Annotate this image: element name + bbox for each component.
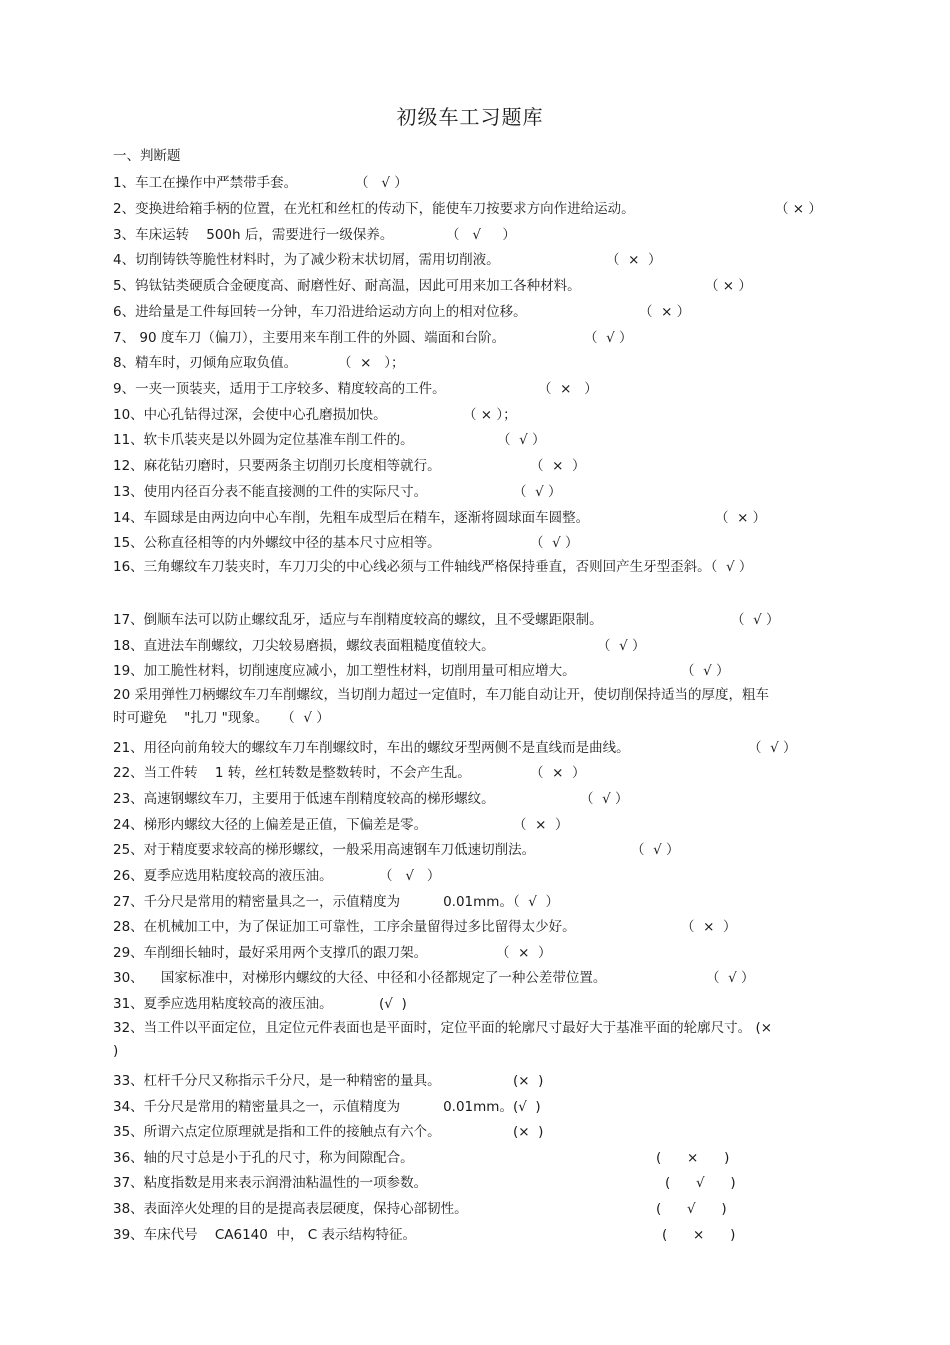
question-item: 2、变换进给箱手柄的位置，在光杠和丝杠的传动下，能使车刀按要求方向作进给运动。 （ × ）: [113, 201, 822, 217]
question-item: 19、加工脆性材料，切削速度应减小，加工塑性材料，切削用量可相应增大。 （ √ ）: [113, 663, 730, 679]
question-item: 5、钨钛钴类硬质合金硬度高、耐磨性好、耐高温，因此可用来加工各种材料。 （ × ）: [113, 278, 752, 294]
question-item: 6、进给量是工件每回转一分钟，车刀沿进给运动方向上的相对位移。 （ × ）: [113, 304, 691, 320]
question-item: 20 采用弹性刀柄螺纹车刀车削螺纹，当切削力超过一定值时，车刀能自动让开，使切削保持适当的厚度，粗车时可避免 "扎刀 "现象。 （ √ ）: [113, 687, 769, 726]
section-heading: 一、判断题: [113, 148, 181, 164]
question-item: 37、粘度指数是用来表示润滑油粘温性的一项参数。 ( √ ): [113, 1175, 736, 1191]
question-item: 25、对于精度要求较高的梯形螺纹，一般采用高速钢车刀低速切削法。 （ √ ）: [113, 842, 680, 858]
question-item: 9、一夹一顶装夹，适用于工序较多、精度较高的工件。 （ × ）: [113, 381, 598, 397]
question-item: 23、高速钢螺纹车刀，主要用于低速车削精度较高的梯形螺纹。 （ √ ）: [113, 791, 629, 807]
question-item: 24、梯形内螺纹大径的上偏差是正值，下偏差是零。 （ × ）: [113, 817, 569, 833]
question-item: 16、三角螺纹车刀装夹时，车刀刀尖的中心线必须与工件轴线严格保持垂直，否则回产生牙型歪斜。（ √ ）: [113, 559, 753, 575]
question-item: 7、 90 度车刀（偏刀），主要用来车削工件的外圆、端面和台阶。 （ √ ）: [113, 330, 633, 346]
question-item: 33、杠杆千分尺又称指示千分尺，是一种精密的量具。 (× ): [113, 1073, 544, 1089]
question-item: 11、软卡爪装夹是以外圆为定位基准车削工件的。 （ √ ）: [113, 432, 546, 448]
question-item: 13、使用内径百分表不能直接测的工件的实际尺寸。 （ √ ）: [113, 484, 562, 500]
question-item: 36、轴的尺寸总是小于孔的尺寸，称为间隙配合。 ( × ): [113, 1150, 730, 1166]
question-item: 10、中心孔钻得过深，会使中心孔磨损加快。 （ × ）；: [113, 407, 517, 423]
question-item: 26、夏季应选用粘度较高的液压油。 （ √ ）: [113, 868, 441, 884]
question-item: 15、公称直径相等的内外螺纹中径的基本尺寸应相等。 （ √ ）: [113, 535, 579, 551]
question-item: 28、在机械加工中，为了保证加工可靠性，工序余量留得过多比留得太少好。 （ × ）: [113, 919, 737, 935]
question-item: 39、车床代号 CA6140 中， C 表示结构特征。 ( × ): [113, 1227, 736, 1243]
question-item: 30、 国家标准中，对梯形内螺纹的大径、中径和小径都规定了一种公差带位置。 （ √ ）: [113, 970, 755, 986]
question-item: 14、车圆球是由两边向中心车削，先粗车成型后在精车，逐渐将圆球面车圆整。 （ × ）: [113, 510, 767, 526]
question-item: 35、所谓六点定位原理就是指和工件的接触点有六个。 (× ): [113, 1124, 544, 1140]
question-item: 4、切削铸铁等脆性材料时，为了减少粉末状切屑，需用切削液。 （ × ）: [113, 252, 662, 268]
question-item: 12、麻花钻刃磨时，只要两条主切削刃长度相等就行。 （ × ）: [113, 458, 586, 474]
question-item: 17、倒顺车法可以防止螺纹乱牙，适应与车削精度较高的螺纹，且不受螺距限制。 （ √ ）: [113, 612, 780, 628]
question-item: 21、用径向前角较大的螺纹车刀车削螺纹时，车出的螺纹牙型两侧不是直线而是曲线。 （ √ ）: [113, 740, 797, 756]
question-item: 34、千分尺是常用的精密量具之一，示值精度为 0.01mm。(√ ): [113, 1099, 541, 1115]
question-item: 29、车削细长轴时，最好采用两个支撑爪的跟刀架。 （ × ）: [113, 945, 552, 961]
question-item: 32、当工件以平面定位，且定位元件表面也是平面时，定位平面的轮廓尺寸最好大于基准平面的轮廓尺寸。 (× ): [113, 1020, 781, 1059]
question-item: 38、表面淬火处理的目的是提高表层硬度，保持心部韧性。 ( √ ): [113, 1201, 727, 1217]
question-item: 1、车工在操作中严禁带手套。 （ √ ）: [113, 175, 408, 191]
question-item: 8、精车时，刃倾角应取负值。 （ × ）；: [113, 355, 405, 371]
question-item: 27、千分尺是常用的精密量具之一，示值精度为 0.01mm。（ √ ）: [113, 894, 559, 910]
document-title: 初级车工习题库: [396, 105, 544, 129]
question-item: 18、直进法车削螺纹，刀尖较易磨损，螺纹表面粗糙度值较大。 （ √ ）: [113, 638, 646, 654]
question-item: 31、夏季应选用粘度较高的液压油。 (√ ): [113, 996, 407, 1012]
question-item: 22、当工件转 1 转，丝杠转数是整数转时，不会产生乱。 （ × ）: [113, 765, 586, 781]
question-item: 3、车床运转 500h 后，需要进行一级保养。 （ √ ）: [113, 227, 516, 243]
